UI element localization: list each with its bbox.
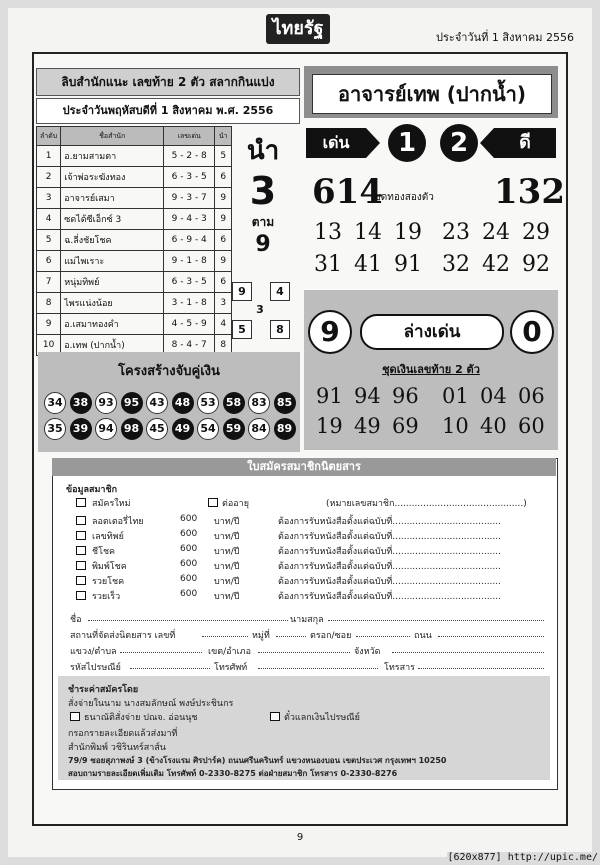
product-price: 600	[180, 544, 198, 554]
province-field[interactable]	[392, 644, 544, 653]
product-checkbox[interactable]	[76, 561, 86, 570]
image-credit: [620x877] http://upic.me/	[447, 852, 598, 863]
gold-pair: 24	[482, 220, 510, 245]
money-pair: 60	[518, 414, 545, 438]
row-nums: 6 - 3 - 5	[164, 272, 215, 293]
row-nums: 4 - 5 - 9	[164, 314, 215, 335]
pair-ball: 94	[95, 418, 117, 440]
product-unit: บาท/ปี	[214, 532, 240, 542]
pair-ball: 98	[121, 418, 143, 440]
new-member-checkbox[interactable]	[76, 498, 86, 507]
table-row	[37, 251, 232, 272]
row-lead: 4	[215, 314, 232, 335]
row-lead: 6	[215, 230, 232, 251]
amphoe-label: เขต/อำเภอ	[208, 647, 251, 657]
grid-cell: 4	[270, 282, 290, 301]
lead-label: นำ	[246, 136, 280, 166]
table-row	[37, 209, 232, 230]
pair-ball: 49	[172, 418, 194, 440]
pair-ball: 43	[146, 392, 168, 414]
arrow-right-icon	[366, 128, 380, 158]
row-lead: 9	[215, 188, 232, 209]
product-start-field[interactable]: ต้องการรับหนังสือตั้งแต่ฉบับที่......................................	[278, 532, 501, 542]
pair-ball: 95	[121, 392, 143, 414]
grid-cell: 3	[256, 303, 264, 316]
col-header-lead: นำ	[215, 127, 232, 146]
road-label: ถนน	[414, 631, 432, 641]
fax-field[interactable]	[418, 660, 544, 669]
grid-cell: 8	[270, 320, 290, 339]
row-no: 6	[37, 251, 61, 272]
product-start-field[interactable]: ต้องการรับหนังสือตั้งแต่ฉบับที่......................................	[278, 517, 501, 527]
row-no: 1	[37, 146, 61, 167]
postal-order-checkbox[interactable]	[270, 712, 280, 721]
product-unit: บาท/ปี	[214, 517, 240, 527]
row-no: 8	[37, 293, 61, 314]
surname-label: นามสกุล	[290, 615, 324, 625]
product-checkbox[interactable]	[76, 516, 86, 525]
pair-ball: 83	[248, 392, 270, 414]
money-pair: 10	[442, 414, 469, 438]
row-lead: 3	[215, 293, 232, 314]
gold-pair: 19	[394, 220, 422, 245]
product-checkbox[interactable]	[76, 591, 86, 600]
surname-field[interactable]	[328, 612, 544, 621]
row-nums: 6 - 9 - 4	[164, 230, 215, 251]
experts-table	[36, 126, 232, 356]
gold-pair: 92	[522, 252, 550, 277]
pair-ball: 54	[197, 418, 219, 440]
issue-date: ประจำวันที่ 1 สิงหาคม 2556	[436, 31, 574, 44]
col-header-nums: เลขเด่น	[164, 127, 215, 146]
product-unit: บาท/ปี	[214, 562, 240, 572]
name-field[interactable]	[88, 612, 288, 621]
follow-value: 9	[255, 232, 271, 257]
house-number-field[interactable]	[202, 628, 248, 637]
zip-label: รหัสไปรษณีย์	[70, 663, 121, 673]
pair-ball: 48	[172, 392, 194, 414]
row-name: ไพรแน่งน้อย	[61, 293, 164, 314]
row-nums: 9 - 4 - 3	[164, 209, 215, 230]
renew-checkbox[interactable]	[208, 498, 218, 507]
gold-pair: 29	[522, 220, 550, 245]
money-pair: 91	[316, 384, 343, 408]
form-title: ใบสมัครสมาชิกนิตยสาร	[52, 458, 556, 476]
product-start-field[interactable]: ต้องการรับหนังสือตั้งแต่ฉบับที่......................................	[278, 547, 501, 557]
table-row	[37, 314, 232, 335]
gold-pairs	[308, 172, 565, 282]
phone-label: โทรศัพท์	[214, 663, 248, 673]
member-number-field[interactable]: (หมายเลขสมาชิก.............................................)	[326, 499, 527, 509]
row-no: 7	[37, 272, 61, 293]
new-member-label: สมัครใหม่	[92, 499, 131, 509]
product-name: ชีโชค	[92, 547, 116, 557]
pair-ball: 34	[44, 392, 66, 414]
play-digit-1: 1	[388, 124, 426, 162]
money-structure-panel	[38, 352, 300, 452]
lead-panel	[226, 130, 300, 257]
money-pair: 04	[480, 384, 507, 408]
contact-info: สอบถามรายละเอียดเพิ่มเติม โทรศัพท์ 0-2330-8275 ต่อฝ่ายสมาชิก โทรสาร 0-2330-8276	[68, 769, 398, 778]
row-name: หนุ่มทิพย์	[61, 272, 164, 293]
pair-ball: 45	[146, 418, 168, 440]
money-pair: 69	[392, 414, 419, 438]
pair-ball: 84	[248, 418, 270, 440]
pair-ball: 53	[197, 392, 219, 414]
row-nums: 3 - 1 - 8	[164, 293, 215, 314]
gold-pair: 32	[442, 252, 470, 277]
address-label: สถานที่จัดส่งนิตยสาร เลขที่	[70, 631, 176, 641]
good-label: ดี	[494, 128, 556, 158]
product-name: ลอตเตอรี่ไทย	[92, 517, 144, 527]
row-name: อ.ยามสามตา	[61, 146, 164, 167]
row-nums: 9 - 3 - 7	[164, 188, 215, 209]
experts-title: ลิบสำนักแนะ เลขท้าย 2 ตัว สลากกินแบ่ง	[36, 68, 300, 96]
grid-cell: 5	[232, 320, 252, 339]
product-price: 600	[180, 529, 198, 539]
row-no: 3	[37, 188, 61, 209]
page-number: 9	[296, 832, 304, 843]
structure-title: โครงสร้างจับคู่เงิน	[118, 364, 220, 379]
row-name: อ.เสมาทองคำ	[61, 314, 164, 335]
col-header-no: ลำดับ	[37, 127, 61, 146]
play-label: เด่น	[306, 128, 366, 158]
low-panel	[304, 290, 558, 450]
office-name: สำนักพิมพ์ วชิรินทร์สาส์น	[68, 743, 166, 753]
money-pair: 06	[518, 384, 545, 408]
money-order-label: ธนาณัติสั่งจ่าย ปณจ. อ่อนนุช	[84, 713, 198, 723]
zip-field[interactable]	[130, 660, 210, 669]
row-name: ซดได้ซีเอ็กซ์ 3	[61, 209, 164, 230]
product-start-field[interactable]: ต้องการรับหนังสือตั้งแต่ฉบับที่......................................	[278, 562, 501, 572]
product-name: รวยโชค	[92, 577, 125, 587]
pair-ball: 35	[44, 418, 66, 440]
money-pair: 01	[442, 384, 469, 408]
low-label: ล่างเด่น	[360, 314, 504, 350]
row-lead: 8	[215, 335, 232, 356]
table-row	[37, 230, 232, 251]
road-field[interactable]	[438, 628, 544, 637]
play-row	[304, 120, 558, 166]
product-price: 600	[180, 559, 198, 569]
table-row	[37, 146, 232, 167]
district-label: แขวง/ตำบล	[70, 647, 117, 657]
fax-label: โทรสาร	[384, 663, 415, 673]
low-left: 9	[308, 310, 352, 354]
province-label: จังหวัด	[354, 647, 381, 657]
row-lead: 5	[215, 146, 232, 167]
product-start-field[interactable]: ต้องการรับหนังสือตั้งแต่ฉบับที่......................................	[278, 577, 501, 587]
district-field[interactable]	[120, 644, 202, 653]
row-no: 2	[37, 167, 61, 188]
gold-pair: 13	[314, 220, 342, 245]
member-info-label: ข้อมูลสมาชิก	[66, 485, 118, 495]
product-price: 600	[180, 589, 198, 599]
gold-pair: 91	[394, 252, 422, 277]
play-digit-2: 2	[440, 124, 478, 162]
product-price: 600	[180, 514, 198, 524]
row-lead: 9	[215, 251, 232, 272]
moo-field[interactable]	[276, 628, 306, 637]
gold-pair: 42	[482, 252, 510, 277]
pair-ball: 89	[274, 418, 296, 440]
row-name: แม่ไพเราะ	[61, 251, 164, 272]
table-row	[37, 188, 232, 209]
gold-right: 132	[494, 172, 565, 212]
row-lead: 6	[215, 272, 232, 293]
row-nums: 6 - 3 - 5	[164, 167, 215, 188]
gold-label: ชุดทองสองตัว	[374, 192, 434, 203]
soi-field[interactable]	[356, 628, 410, 637]
col-header-name: ชื่อสำนัก	[61, 127, 164, 146]
product-checkbox[interactable]	[76, 576, 86, 585]
row-lead: 6	[215, 167, 232, 188]
gold-left: 614	[312, 172, 383, 212]
row-name: ฉ.ลี่งชัยโชค	[61, 230, 164, 251]
pair-ball: 38	[70, 392, 92, 414]
magazine-page	[8, 8, 592, 857]
pair-ball: 85	[274, 392, 296, 414]
send-to-label: กรอกรายละเอียดแล้วส่งมาที่	[68, 729, 178, 739]
table-row	[37, 167, 232, 188]
row-name: อาจารย์เสมา	[61, 188, 164, 209]
row-no: 4	[37, 209, 61, 230]
money-pair: 96	[392, 384, 419, 408]
money-order-checkbox[interactable]	[70, 712, 80, 721]
magazine-logo: ไทยรัฐ	[266, 14, 330, 44]
gold-pair: 14	[354, 220, 382, 245]
pay-title: ชำระค่าสมัครโดย	[68, 685, 139, 695]
row-name: เจ้าพ่อระฆังทอง	[61, 167, 164, 188]
table-row	[37, 272, 232, 293]
row-no: 9	[37, 314, 61, 335]
postal-order-label: ตั๋วแลกเงินไปรษณีย์	[284, 713, 360, 723]
product-unit: บาท/ปี	[214, 577, 240, 587]
row-no: 10	[37, 335, 61, 356]
lead-value: 3	[249, 169, 277, 213]
pay-to: สั่งจ่ายในนาม นางสมลักษณ์ พงษ์ประชินกร	[68, 699, 234, 709]
master-name: อาจารย์เทพ (ปากน้ำ)	[312, 74, 552, 114]
money-pair: 40	[480, 414, 507, 438]
product-checkbox[interactable]	[76, 546, 86, 555]
amphoe-field[interactable]	[258, 644, 350, 653]
money-pair: 94	[354, 384, 381, 408]
pair-ball: 59	[223, 418, 245, 440]
draw-date: ประจำวันพฤหัสบดีที่ 1 สิงหาคม พ.ศ. 2556	[36, 98, 300, 124]
arrow-left-icon	[480, 128, 494, 158]
top-bar	[8, 8, 592, 48]
row-nums: 8 - 4 - 7	[164, 335, 215, 356]
product-name: เลขทิพย์	[92, 532, 124, 542]
gold-pair: 23	[442, 220, 470, 245]
product-unit: บาท/ปี	[214, 592, 240, 602]
pair-ball: 58	[223, 392, 245, 414]
low-right: 0	[510, 310, 554, 354]
moo-label: หมู่ที่	[252, 631, 270, 641]
row-no: 5	[37, 230, 61, 251]
soi-label: ตรอก/ซอย	[310, 631, 352, 641]
gold-pair: 31	[314, 252, 342, 277]
product-checkbox[interactable]	[76, 531, 86, 540]
money-pair: 49	[354, 414, 381, 438]
product-name: รวยเร็ว	[92, 592, 121, 602]
money-label: ชุดเงินเลขท้าย 2 ตัว	[382, 363, 480, 376]
grid-cell: 9	[232, 282, 252, 301]
row-nums: 5 - 2 - 8	[164, 146, 215, 167]
phone-field[interactable]	[258, 660, 378, 669]
row-lead: 9	[215, 209, 232, 230]
name-label: ชื่อ	[70, 615, 82, 625]
row-name: อ.เทพ (ปากน้ำ)	[61, 335, 164, 356]
follow-label: ตาม	[251, 215, 275, 229]
office-address: 79/9 ซอยสุภาพงษ์ 3 (ข้างโรงแรม ศิรปาร์ค) ถนนศรีนครินทร์ แขวงหนองบอน เขตประเวศ กรุงเทพฯ 10250	[68, 756, 447, 765]
renew-label: ต่ออายุ	[222, 499, 249, 509]
pair-ball: 93	[95, 392, 117, 414]
table-row	[37, 293, 232, 314]
money-pair: 19	[316, 414, 343, 438]
product-start-field[interactable]: ต้องการรับหนังสือตั้งแต่ฉบับที่......................................	[278, 592, 501, 602]
product-price: 600	[180, 574, 198, 584]
gold-pair: 41	[354, 252, 382, 277]
product-unit: บาท/ปี	[214, 547, 240, 557]
row-nums: 9 - 1 - 8	[164, 251, 215, 272]
product-name: พิมพ์โชค	[92, 562, 127, 572]
pair-ball: 39	[70, 418, 92, 440]
